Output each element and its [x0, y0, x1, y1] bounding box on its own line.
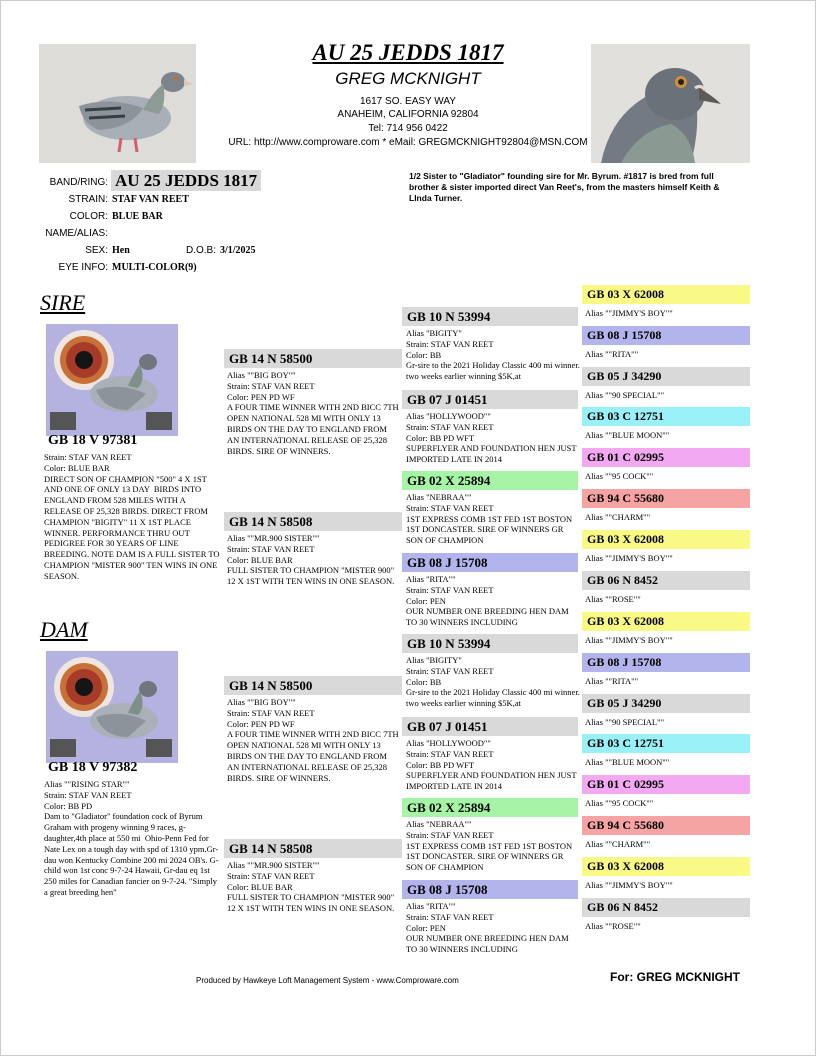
dam-ggp-line: Strain: STAF VAN REET: [406, 665, 494, 676]
dam-gp1-details: [227, 697, 399, 793]
sire-gp2-line: Alias ""MR.900 SISTER"": [227, 533, 320, 543]
dam-band: GB 18 V 97382: [48, 760, 138, 775]
dam-gggp-band: GB 03 X 62008: [582, 612, 750, 631]
dam-ggp-line: Alias "HOLLYWOOD"": [406, 738, 491, 748]
dam-ggp-band: GB 07 J 01451: [402, 717, 578, 736]
dob-label: D.O.B:: [186, 245, 217, 256]
sire-gp1-line: A FOUR TIME WINNER WITH 2ND BICC 7TH OPEN NATIONAL 528 MI WITH ONLY 13 BIRDS ON THE DAY TO ENGLAND FROM AN INTERNATIONAL RELEASE OF 25,328 BIRDS. SIRE OF WINNERS.: [227, 402, 399, 456]
dam-gggp-alias: Alias ""RITA"": [585, 675, 639, 686]
bird-color: BLUE BAR: [112, 211, 163, 222]
eye-label: EYE INFO:: [58, 262, 108, 273]
dam-gp2-line: Strain: STAF VAN REET: [227, 870, 315, 881]
sire-gggp-band: GB 05 J 34290: [582, 367, 750, 386]
dam-ggp-line: OUR NUMBER ONE BREEDING HEN DAM TO 30 WINNERS INCLUDING: [406, 933, 569, 955]
sire-ggp-band: GB 10 N 53994: [402, 307, 578, 326]
dam-ggp-line: Strain: STAF VAN REET: [406, 911, 494, 922]
bird-dob: 3/1/2025: [220, 245, 256, 256]
dam-gp2-band: GB 14 N 58508: [224, 839, 402, 858]
sire-gggp-alias: Alias ""BLUE MOON"": [585, 430, 670, 441]
sire-ggp-band: GB 02 X 25894: [402, 471, 578, 490]
dam-eye-photo: [46, 651, 178, 763]
sire-detail-line: Color: BLUE BAR: [44, 462, 110, 473]
sire-ggp-line: Strain: STAF VAN REET: [406, 338, 494, 349]
dam-gggp-alias: Alias ""95 COCK"": [585, 798, 654, 809]
telephone: Tel: 714 956 0422: [368, 123, 448, 134]
dam-detail-line: Strain: STAF VAN REET: [44, 789, 132, 800]
dam-gp1-line: Color: PEN PD WF: [227, 718, 295, 729]
sire-gggp-alias: Alias ""JIMMY'S BOY"": [585, 552, 673, 563]
dam-ggp-details: [406, 738, 580, 796]
sire-gp2-details: [227, 533, 399, 629]
dam-ggp-line: Color: BB: [406, 676, 442, 687]
sire-detail-line: DIRECT SON OF CHAMPION "500" 4 X 1ST AND ONE OF ONLY 13 DAY BIRDS INTO ENGLAND FROM 528 MILES WITH A RELEASE OF 25,328 BIRDS. DIRECT FROM CHAMPION "BIGITY" 11 X 1ST PLACE WINNER. PERFORMANCE THRU OUT PEDIGREE FOR 30 YEARS OF LINE BREEDING. NOTE DAM IS A FULL SISTER TO CHAMPION "MISTER 900" TEN WINS IN ONE SEASON.: [44, 473, 222, 581]
sire-ggp-details: [406, 492, 580, 550]
sire-ggp-line: Strain: STAF VAN REET: [406, 421, 494, 432]
sire-ggp-band: GB 08 J 15708: [402, 553, 578, 572]
dam-gggp-band: GB 03 X 62008: [582, 857, 750, 876]
sire-ggp-line: Strain: STAF VAN REET: [406, 584, 494, 595]
dam-ggp-line: SUPERFLYER AND FOUNDATION HEN JUST IMPORTED LATE IN 2014: [406, 770, 577, 792]
bird-eye: MULTI-COLOR(9): [112, 262, 197, 273]
sire-ggp-line: Strain: STAF VAN REET: [406, 502, 494, 513]
dam-ggp-band: GB 02 X 25894: [402, 798, 578, 817]
sire-gggp-alias: Alias ""RITA"": [585, 348, 639, 359]
dam-gp1-band: GB 14 N 58500: [224, 676, 402, 695]
sire-ggp-line: SUPERFLYER AND FOUNDATION HEN JUST IMPORTED LATE IN 2014: [406, 443, 577, 465]
sire-gggp-alias: Alias ""JIMMY'S BOY"": [585, 308, 673, 318]
sire-gp1-line: Strain: STAF VAN REET: [227, 380, 315, 391]
dam-ggp-line: Alias "NEBRAA"": [406, 819, 472, 829]
sire-ggp-line: Color: BB PD WFT: [406, 432, 475, 443]
address-line-2: ANAHEIM, CALIFORNIA 92804: [337, 109, 479, 120]
dam-ggp-line: Alias "RITA"": [406, 901, 456, 911]
dam-gggp-alias: Alias ""BLUE MOON"": [585, 757, 670, 768]
dam-ggp-line: Strain: STAF VAN REET: [406, 829, 494, 840]
sire-ggp-line: Color: BB: [406, 349, 442, 360]
bird-sex: Hen: [112, 245, 130, 256]
sire-gp1-band: GB 14 N 58500: [224, 349, 402, 368]
dam-gggp-band: GB 08 J 15708: [582, 653, 750, 672]
sire-ggp-line: Color: PEN: [406, 595, 446, 606]
sire-gp2-line: FULL SISTER TO CHAMPION "MISTER 900" 12 X 1ST WITH TEN WINS IN ONE SEASON.: [227, 565, 395, 587]
sire-gggp-band: GB 03 X 62008: [582, 285, 750, 304]
sex-label: SEX:: [85, 245, 108, 256]
dam-gggp-band: GB 06 N 8452: [582, 898, 750, 917]
color-label: COLOR:: [69, 211, 108, 222]
sire-band: GB 18 V 97381: [48, 433, 138, 448]
sire-ggp-details: [406, 411, 580, 469]
footer-for: For: GREG MCKNIGHT: [610, 970, 740, 984]
dam-detail-line: Color: BB PD: [44, 800, 93, 811]
dam-detail-line: Alias ""RISING STAR"": [44, 779, 130, 789]
sire-gp2-line: Strain: STAF VAN REET: [227, 543, 315, 554]
sire-gp1-line: Alias ""BIG BOY"": [227, 370, 296, 380]
pedigree-title: AU 25 JEDDS 1817: [312, 40, 504, 65]
dam-ggp-details: [406, 819, 580, 877]
sire-gggp-band: GB 03 C 12751: [582, 407, 750, 426]
dam-gggp-alias: Alias ""ROSE"": [585, 920, 641, 931]
sire-ggp-line: Alias "RITA"": [406, 574, 456, 584]
dam-gp2-line: Color: BLUE BAR: [227, 881, 293, 892]
dam-ggp-line: 1ST EXPRESS COMB 1ST FED 1ST BOSTON 1ST DONCASTER. SIRE OF WINNERS GR SON OF CHAMPION: [406, 840, 573, 873]
sire-gp1-details: [227, 370, 399, 466]
sire-ggp-line: Alias "HOLLYWOOD"": [406, 411, 491, 421]
sire-gggp-band: GB 06 N 8452: [582, 571, 750, 590]
sire-ggp-details: [406, 328, 580, 386]
sire-ggp-line: Alias "NEBRAA"": [406, 492, 472, 502]
dam-gp2-line: Alias ""MR.900 SISTER"": [227, 860, 320, 870]
sire-heading: SIRE: [40, 290, 86, 315]
dam-gggp-alias: Alias ""JIMMY'S BOY"": [585, 635, 673, 645]
dam-gggp-alias: Alias ""CHARM"": [585, 839, 651, 849]
dam-gggp-alias: Alias ""90 SPECIAL"": [585, 716, 665, 727]
dam-ggp-line: Gr-sire to the 2021 Holiday Classic 400 mi winner. two weeks earlier winning $5K,at: [406, 687, 580, 709]
dam-ggp-line: Color: BB PD WFT: [406, 759, 475, 770]
dam-gggp-band: GB 03 C 12751: [582, 734, 750, 753]
sire-gggp-band: GB 01 C 02995: [582, 448, 750, 467]
sire-gggp-alias: Alias ""90 SPECIAL"": [585, 389, 665, 400]
footer-produced-by: Produced by Hawkeye Loft Management System - www.Comproware.com: [196, 976, 459, 985]
sire-ggp-line: Alias "BIGITY": [406, 328, 462, 338]
sire-gp2-band: GB 14 N 58508: [224, 512, 402, 531]
sire-ggp-line: OUR NUMBER ONE BREEDING HEN DAM TO 30 WINNERS INCLUDING: [406, 606, 569, 628]
dam-gggp-alias: Alias ""JIMMY'S BOY"": [585, 879, 673, 890]
bird-band: AU 25 JEDDS 1817: [111, 170, 261, 191]
dam-ggp-details: [406, 901, 580, 959]
dam-ggp-details: [406, 655, 580, 713]
dam-gp2-line: FULL SISTER TO CHAMPION "MISTER 900" 12 X 1ST WITH TEN WINS IN ONE SEASON.: [227, 892, 395, 914]
dam-gggp-band: GB 01 C 02995: [582, 775, 750, 794]
sire-gggp-alias: Alias ""ROSE"": [585, 593, 641, 604]
sire-gggp-band: GB 03 X 62008: [582, 530, 750, 549]
dam-detail-line: Dam to "Gladiator" foundation cock of Byrum Graham with progeny winning 9 races, g-daughter,4th place at 550 mi Ohio-Penn Fed for Nate Lex on a tough day with spd of 1310 ypm.Gr-dau won Kentucky Combine 200 mi 2024 OB's. G-child won 1st conc 9-7-24 Hawaii, Gr-dau eq 1st 250 miles for Canadian fancier on 9-7-24. "Simply a great breeding hen": [44, 811, 220, 897]
sire-gggp-band: GB 94 C 55680: [582, 489, 750, 508]
address-line-1: 1617 SO. EASY WAY: [360, 96, 456, 107]
sire-ggp-line: 1ST EXPRESS COMB 1ST FED 1ST BOSTON 1ST DONCASTER. SIRE OF WINNERS GR SON OF CHAMPION: [406, 513, 573, 546]
dam-details: [44, 779, 222, 898]
sire-ggp-line: Gr-sire to the 2021 Holiday Classic 400 mi winner. two weeks earlier winning $5K,at: [406, 360, 580, 382]
dam-ggp-band: GB 10 N 53994: [402, 634, 578, 653]
dam-gp1-line: A FOUR TIME WINNER WITH 2ND BICC 7TH OPEN NATIONAL 528 MI WITH ONLY 13 BIRDS ON THE DAY TO ENGLAND FROM AN INTERNATIONAL RELEASE OF 25,328 BIRDS. SIRE OF WINNERS.: [227, 729, 399, 783]
sire-gp1-line: Color: PEN PD WF: [227, 391, 295, 402]
dam-ggp-line: Color: PEN: [406, 922, 446, 933]
sire-detail-line: Strain: STAF VAN REET: [44, 452, 132, 462]
dam-gp1-line: Alias ""BIG BOY"": [227, 697, 296, 707]
dam-gp1-line: Strain: STAF VAN REET: [227, 707, 315, 718]
sire-gggp-alias: Alias ""CHARM"": [585, 512, 651, 522]
dam-ggp-line: Strain: STAF VAN REET: [406, 748, 494, 759]
strain-label: STRAIN:: [68, 194, 108, 205]
dam-ggp-line: Alias "BIGITY": [406, 655, 462, 665]
name-label: NAME/ALIAS:: [45, 228, 108, 239]
sire-gggp-alias: Alias ""95 COCK"": [585, 471, 654, 482]
sire-ggp-details: [406, 574, 580, 632]
bird-note: 1/2 Sister to "Gladiator" founding sire for Mr. Byrum. #1817 is bred from full brother & sister imported direct Van Reet's, from the masters himself Keith & LInda Turner.: [409, 171, 720, 203]
sire-details: [44, 452, 222, 582]
bird-strain: STAF VAN REET: [112, 194, 189, 205]
sire-gggp-band: GB 08 J 15708: [582, 326, 750, 345]
url-email-line: URL: http://www.comproware.com * eMail: GREGMCKNIGHT92804@MSN.COM: [228, 137, 588, 148]
sire-ggp-band: GB 07 J 01451: [402, 390, 578, 409]
dam-gp2-details: [227, 860, 399, 956]
dam-gggp-band: GB 05 J 34290: [582, 694, 750, 713]
owner-name: GREG MCKNIGHT: [335, 69, 481, 88]
dam-gggp-band: GB 94 C 55680: [582, 816, 750, 835]
dam-heading: DAM: [40, 617, 88, 642]
sire-eye-photo: [46, 324, 178, 436]
band-label: BAND/RING:: [49, 177, 108, 188]
dam-ggp-band: GB 08 J 15708: [402, 880, 578, 899]
sire-gp2-line: Color: BLUE BAR: [227, 554, 293, 565]
